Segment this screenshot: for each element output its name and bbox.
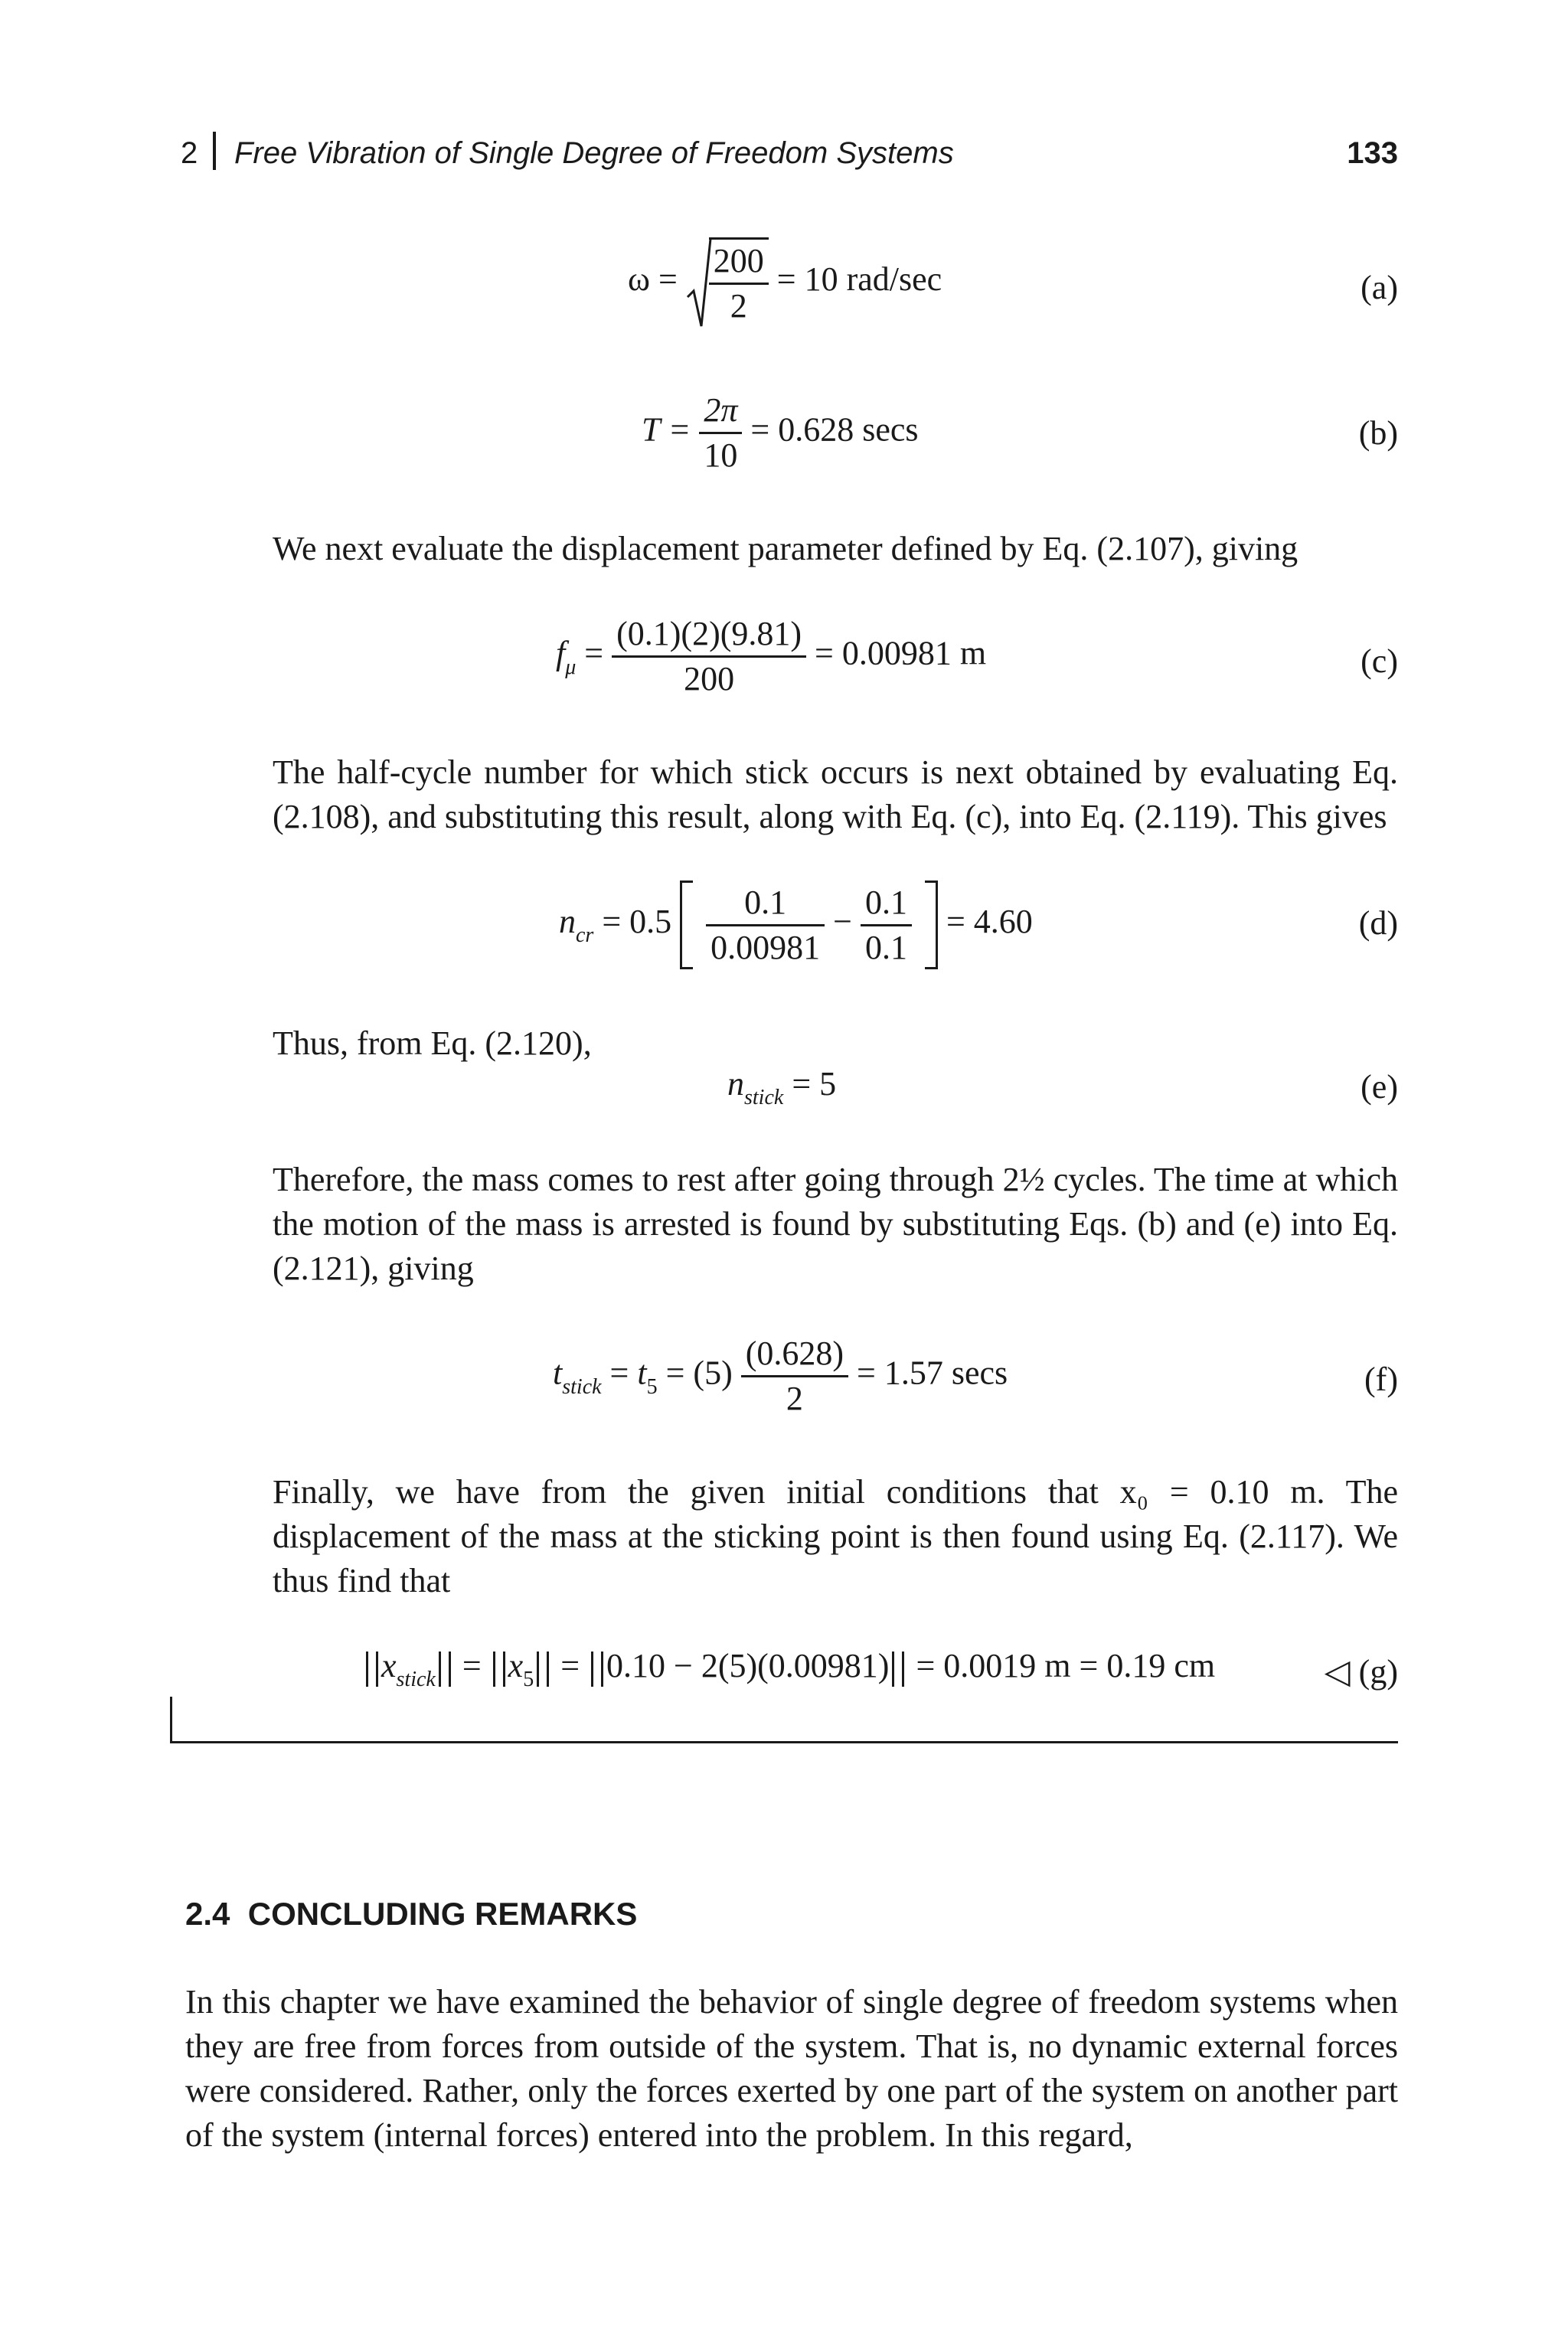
eq-b-label: (b): [1358, 414, 1398, 452]
eq-c-sub: μ: [565, 655, 577, 679]
eq-g-x: x: [381, 1647, 397, 1684]
eq-d-num1: 0.1: [706, 881, 825, 926]
eq-a-num: 200: [709, 240, 769, 285]
eq-e-sub: stick: [744, 1086, 784, 1109]
eq-b-rhs: = 0.628 secs: [750, 410, 919, 449]
eq-g-xsub: stick: [396, 1668, 436, 1691]
paragraph-6: In this chapter we have examined the behavior of single degree of freedom systems when they are free from forces from outside of the system. That is, no dynamic external forces were considered. Rather, only the forces exerted by one part of the system on another part of the system (internal forces) entered into the problem. In this regard,: [185, 1983, 1398, 2154]
paragraph-1: We next evaluate the displacement parameter defined by Eq. (2.107), giving: [273, 530, 1298, 567]
right-bracket: [925, 880, 938, 969]
eq-g-eq2: =: [560, 1647, 580, 1684]
eq-d-sub: cr: [576, 923, 594, 948]
equation-d: [559, 880, 1033, 969]
chapter-title: Free Vibration of Single Degree of Freedom Systems: [234, 136, 954, 170]
eq-f-num: (0.628): [741, 1332, 848, 1377]
eq-d-label: (d): [1358, 904, 1398, 942]
eq-g-expr: 0.10 − 2(5)(0.00981): [606, 1647, 890, 1684]
norm-bar: [537, 1652, 549, 1687]
section-heading: [185, 1896, 637, 1933]
sqrt-group: [686, 237, 769, 328]
equation-a: [628, 237, 942, 328]
equation-f: [553, 1332, 1008, 1420]
norm-bar: [439, 1652, 451, 1687]
norm-bar: [493, 1652, 505, 1687]
paragraph-3: Thus, from Eq. (2.120),: [273, 1024, 592, 1062]
eq-c-var: f: [556, 634, 566, 672]
example-end-vertical-rule: [170, 1697, 172, 1743]
paragraph-5: Finally, we have from the given initial conditions that x₀ = 0.10 m. The displacement of the mass at the sticking point is then found using Eq. (2.117). We thus find that: [273, 1473, 1398, 1599]
paragraph-2: The half-cycle number for which stick occurs is next obtained by evaluating Eq. (2.108), and substituting this result, along with Eq. (c), into Eq. (2.119). This gives: [273, 753, 1398, 835]
eq-b-lhs: T =: [642, 410, 691, 449]
page-number: 133: [1347, 136, 1398, 170]
eq-c-label: (c): [1361, 642, 1398, 680]
eq-a-label: (a): [1361, 269, 1398, 306]
radical-sign: [686, 237, 712, 329]
example-end-horizontal-rule: [170, 1741, 1398, 1743]
eq-c-num: (0.1)(2)(9.81): [612, 613, 806, 658]
eq-a-lhs: ω =: [628, 260, 678, 299]
section-number: 2.4: [185, 1896, 230, 1932]
eq-g-x5: x: [508, 1647, 524, 1684]
norm-bar: [366, 1652, 378, 1687]
eq-d-var: n: [559, 903, 576, 941]
eq-d-den1: 0.00981: [710, 928, 821, 966]
eq-g-eq1: =: [462, 1647, 482, 1684]
section-title: CONCLUDING REMARKS: [247, 1896, 638, 1932]
equation-g: [363, 1646, 1216, 1691]
eq-f-den: 2: [786, 1380, 803, 1417]
eq-g-label: ◁ (g): [1324, 1653, 1398, 1691]
eq-c-rhs: = 0.00981 m: [815, 634, 987, 672]
eq-f-var: t: [553, 1354, 563, 1392]
eq-a-den: 2: [730, 287, 747, 325]
header-divider: [213, 132, 216, 170]
eq-g-rhs: = 0.0019 m = 0.19 cm: [916, 1647, 1216, 1684]
norm-bar: [591, 1652, 603, 1687]
eq-f-sub: stick: [562, 1374, 602, 1399]
eq-e-label: (e): [1361, 1068, 1398, 1106]
equation-e: [727, 1064, 837, 1109]
eq-f-rhs: = 1.57 secs: [857, 1354, 1008, 1392]
eq-f-midvar: t: [637, 1354, 647, 1392]
paragraph-4: Therefore, the mass comes to rest after going through 2½ cycles. The time at which the motion of the mass is arrested is found by substituting Eqs. (b) and (e) into Eq. (2.121), giving: [273, 1161, 1398, 1287]
eq-f-label: (f): [1364, 1361, 1398, 1398]
eq-d-rhs: = 4.60: [946, 903, 1033, 941]
eq-d-den2: 0.1: [864, 928, 907, 966]
eq-c-den: 200: [684, 660, 735, 698]
eq-g-x5sub: 5: [523, 1668, 534, 1691]
chapter-number: 2: [181, 136, 198, 170]
equation-c: $f_\mu$ = $\frac{(0.1)(2)(9.81)}{200}$ = 0.00981 m: [556, 613, 986, 701]
equation-b: [642, 389, 919, 477]
eq-d-num2: 0.1: [861, 881, 912, 926]
eq-d-minus: −: [833, 903, 852, 941]
running-header: [181, 130, 1398, 176]
eq-b-den: 10: [704, 436, 738, 474]
left-bracket: [680, 880, 693, 969]
eq-d-coef: = 0.5: [602, 903, 672, 941]
eq-f-eq1: =: [609, 1354, 629, 1392]
eq-f-coef: = (5): [665, 1354, 733, 1392]
eq-b-num: 2π: [699, 389, 742, 434]
eq-f-midsub: 5: [646, 1374, 658, 1399]
norm-bar: [892, 1652, 904, 1687]
eq-e-var: n: [727, 1065, 744, 1103]
eq-e-rhs: = 5: [792, 1065, 837, 1103]
eq-a-rhs: = 10 rad/sec: [776, 260, 942, 299]
